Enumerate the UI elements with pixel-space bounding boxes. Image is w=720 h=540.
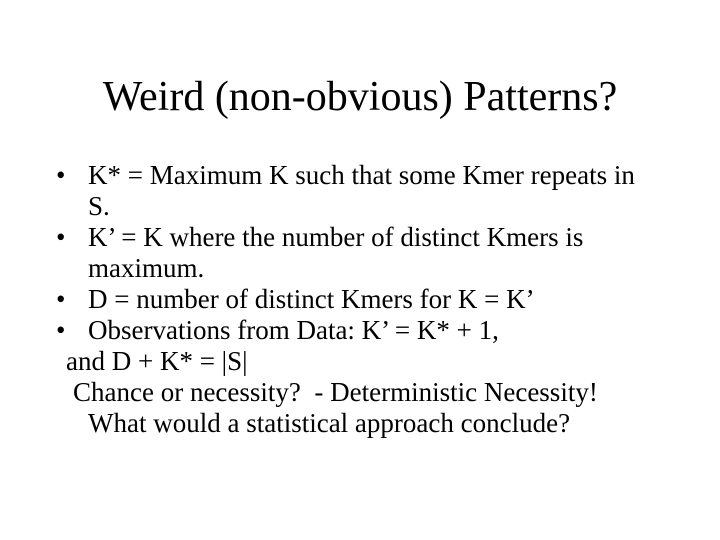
bullet-item — [0, 222, 648, 284]
bullet-icon: • — [56, 315, 66, 345]
continuation-line: and D + K* = |S| — [66, 346, 248, 376]
bullet-text: K’ = K where the number of distinct Kmers is maximum. — [88, 222, 584, 283]
continuation-line: Chance or necessity? - Deterministic Necessity! — [73, 377, 598, 407]
bullet-text: D = number of distinct Kmers for K = K’ — [88, 284, 535, 314]
slide-body — [0, 160, 720, 439]
bullet-item — [0, 315, 648, 346]
bullet-icon: • — [56, 284, 66, 314]
bullet-text: K* = Maximum K such that some Kmer repeats in S. — [88, 160, 635, 221]
bullet-icon: • — [56, 222, 66, 252]
bullet-item — [0, 284, 648, 315]
bullet-item — [0, 160, 648, 222]
slide-title: Weird (non-obvious) Patterns? — [102, 74, 618, 120]
bullet-text: Observations from Data: K’ = K* + 1, — [88, 315, 499, 345]
bullet-icon: • — [56, 160, 66, 190]
continuation-line: What would a statistical approach conclude? — [88, 408, 571, 438]
